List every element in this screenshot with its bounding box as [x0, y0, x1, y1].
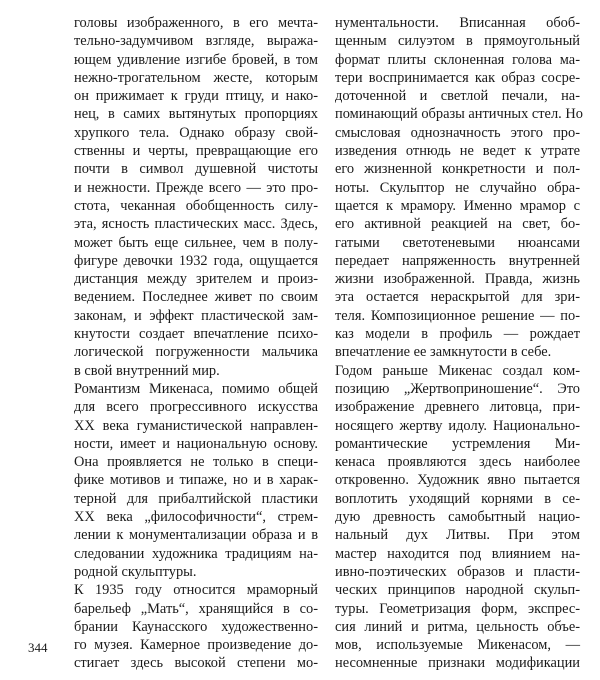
text-line: XX века гуманистической направлен- — [74, 417, 318, 434]
text-line: позицию „Жертвоприношение“. Это — [335, 380, 580, 397]
text-line: сия линий и ритма, цельность объе- — [335, 618, 580, 635]
text-line: ности, имеет и национальную основу. — [74, 435, 318, 452]
text-line: воплотить уходящий корнями в се- — [335, 490, 580, 507]
text-line: жизни изображенной. Правда, жизнь — [335, 271, 580, 288]
text-line: стота, чеканная обобщенность силу- — [74, 197, 318, 214]
text-line: эта, ясность пластических масс. Здесь, — [74, 216, 318, 233]
text-line: XX века „философичности“, стрем- — [74, 509, 318, 526]
text-line: откровенно. Художник явно пытается — [335, 472, 580, 489]
text-line: ноты. Скульптор не случайно обра- — [335, 179, 580, 196]
text-line: дую древность самобытный нацио- — [335, 509, 580, 526]
text-line: лении к монументализации образа и в — [74, 527, 318, 544]
text-line: мастер находится под влиянием на- — [335, 545, 580, 562]
text-line: нежно-трогательном жесте, которым — [74, 69, 318, 86]
text-line: фигуре девочки 1932 года, ощущается — [74, 252, 318, 269]
text-line: барельеф „Мать“, хранящийся в со- — [74, 600, 318, 617]
text-line: законам, и эффект пластической зам- — [74, 307, 318, 324]
text-line: доточенной и светлой печали, на- — [335, 88, 580, 105]
text-line: ющем удивление изгибе бровей, в том — [74, 51, 318, 68]
text-line: терной для прибалтийской пластики — [74, 490, 318, 507]
text-line: щается к мрамору. Именно мрамор с — [335, 197, 580, 214]
text-line: нументальности. Вписанная обоб- — [335, 15, 580, 31]
text-line: родной скульптуры. — [74, 563, 197, 580]
text-line: нальный дух Литвы. При этом — [335, 527, 580, 544]
text-line: нец, в самих вытянутых пропорциях — [74, 106, 318, 123]
text-line: может быть еще сильнее, чем в полу- — [74, 234, 318, 251]
text-column-left — [74, 14, 318, 673]
text-line: эта остается нераскрытой для зри- — [335, 289, 580, 306]
text-line: ческих принципов народной скульп- — [335, 582, 580, 599]
text-line: тери воспринимается как образ сосре- — [335, 69, 580, 86]
text-line: ственны и черты, превращающие его — [74, 143, 318, 160]
text-line: К 1935 году относится мраморный — [74, 582, 318, 599]
text-line: несомненные признаки модификации — [335, 655, 580, 672]
text-line: для всего прогрессивного искусства — [74, 399, 318, 416]
text-line: дистанция между зрителем и произ- — [74, 271, 318, 288]
page-number: 344 — [28, 640, 48, 655]
text-line: поминающий образы античных стел. Но — [335, 106, 583, 123]
text-line: носящего жертву идолу. Национально- — [335, 417, 580, 434]
text-line: теля. Композиционное решение — по- — [335, 307, 580, 324]
text-line: туры. Геометризация форм, экспрес- — [335, 600, 580, 617]
text-line: его активной реакцией на свет, бо- — [335, 216, 580, 233]
text-line: почти в символ душевной чистоты — [74, 161, 318, 178]
text-line: передает напряженность внутренней — [335, 252, 580, 269]
text-line: головы изображенного, в его мечта- — [74, 15, 318, 31]
text-line: Годом раньше Микенас создал ком- — [335, 362, 580, 379]
text-line: гатыми светотеневыми нюансами — [335, 234, 580, 251]
text-line: мов, используемые Микенасом, — — [335, 637, 580, 654]
text-line: брании Каунасского художественно- — [74, 618, 318, 635]
text-line: фике мотивов и типаже, но и в харак- — [74, 472, 318, 489]
text-line: романтические устремления Ми- — [335, 435, 580, 452]
text-line: Она проявляется не только в специ- — [74, 454, 318, 471]
text-line: изведения отнюдь не ведет к утрате — [335, 143, 580, 160]
text-line: формат плиты склоненная голова ма- — [335, 51, 580, 68]
text-line: он прижимает к груди птицу, и нако- — [74, 88, 318, 105]
text-line: каз модели в профиль — рождает — [335, 326, 580, 343]
text-line: ведением. Последнее живет по своим — [74, 289, 318, 306]
text-line: изображение древнего литовца, при- — [335, 399, 580, 416]
text-line: следовании художника традициям на- — [74, 545, 318, 562]
text-line: Романтизм Микенаса, помимо общей — [74, 380, 318, 397]
text-line: кнутости создает впечатление психо- — [74, 326, 318, 343]
text-line: тельно-задумчивом взгляде, выража- — [74, 33, 318, 50]
text-line: в свой внутренний мир. — [74, 362, 220, 379]
text-line: хрупкого тела. Однако образу свой- — [74, 124, 318, 141]
text-line: впечатление ее замкнутости в себе. — [335, 344, 552, 361]
text-line: го музея. Камерное произведение до- — [74, 637, 318, 654]
text-line: логической погруженности мальчика — [74, 344, 318, 361]
text-line: ивно-поэтических образов и пласти- — [335, 563, 580, 580]
text-line: кенаса проявляются здесь наиболее — [335, 454, 580, 471]
text-line: смысловая однозначность этого про- — [335, 124, 580, 141]
text-line: щенным силуэтом в прямоугольный — [335, 33, 580, 50]
text-line: его жизненной конкретности и пол- — [335, 161, 580, 178]
text-line: стигает здесь высокой степени мо- — [74, 655, 318, 672]
text-line: и нежности. Прежде всего — это про- — [74, 179, 318, 196]
text-column-right — [335, 14, 583, 673]
